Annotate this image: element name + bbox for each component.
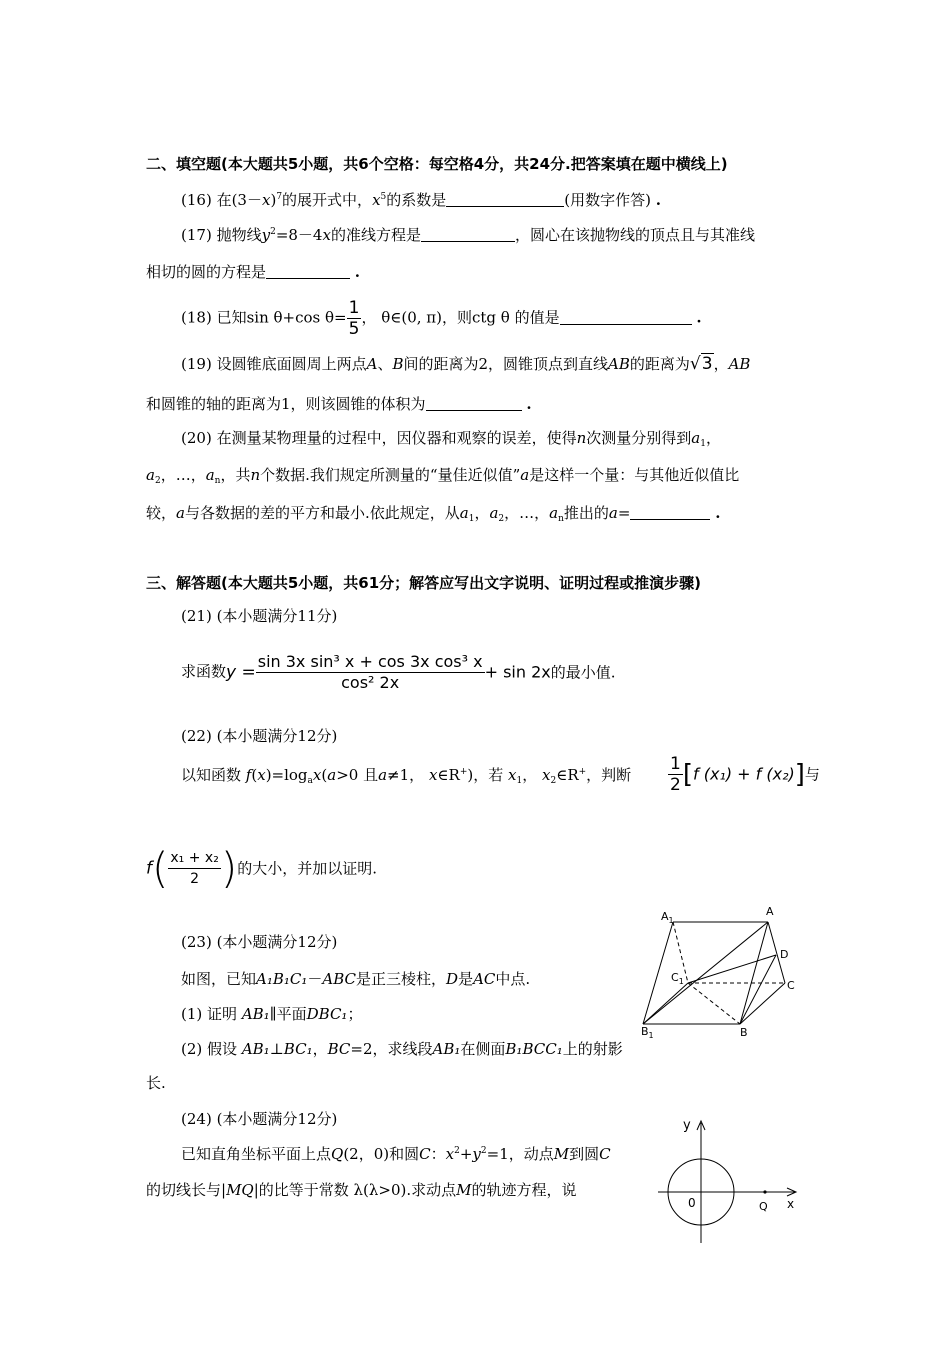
label-a1: $A_1$ <box>661 910 674 925</box>
q21-number: (21) <box>181 607 212 625</box>
sqrt-three: √3 <box>689 354 713 374</box>
question-23-part2: (2) 假设 AB₁⊥BC₁，BC=2，求线段AB₁在侧面B₁BCC₁上的射影 <box>181 1040 623 1058</box>
question-18: (18) 已知sin θ+cos θ= $\frac{1}{5}$ ， θ∈(0, π)，则ctg θ 的值是 . <box>181 298 702 339</box>
question-24-line1: 已知直角坐标平面上点Q(2，0)和圆C：$x^2+y^2=1$，动点M到圆C <box>181 1145 611 1163</box>
answer-blank <box>421 226 515 242</box>
q21-fraction: $\frac{\text{sin 3x sin³ x + cos 3x cos³ x}}{\text{cos² 2x}}$ <box>257 652 483 692</box>
question-19: (19) 设圆锥底面圆周上两点A、B间的距离为2，圆锥顶点到直线AB的距离为√3，AB <box>181 354 751 374</box>
question-20-line2: $a_2$，…，$a_n$，共n个数据.我们规定所测量的“量佳近似值”a是这样一个量：与其他近似值比 <box>146 466 740 486</box>
question-20: (20) 在测量某物理量的过程中，因仪器和观察的误差，使得n次测量分别得到$a_1$， <box>181 429 721 449</box>
label-y: y <box>683 1118 691 1133</box>
fraction-one-fifth: $\frac{1}{5}$ <box>348 298 360 339</box>
question-23-header: (23) (本小题满分12分) <box>181 933 338 951</box>
question-17-line2: 相切的圆的方程是 . <box>146 263 361 281</box>
fraction-one-half: $\frac{1}{2}$ <box>670 754 681 795</box>
answer-blank <box>426 395 522 411</box>
edge-a1-b1 <box>643 922 673 1024</box>
label-d: D <box>780 948 789 961</box>
question-24-line2: 的切线长与|MQ|的比等于常数 λ(λ>0).求动点M的轨迹方程，说 <box>146 1181 577 1199</box>
q20-number: (20) <box>181 429 212 447</box>
q24-number: (24) <box>181 1110 212 1128</box>
q22-mean-fraction: $\frac{\text{x₁ + x₂}}{2}$ <box>170 850 219 887</box>
question-23-part1: (1) 证明 AB₁∥平面DBC₁； <box>181 1005 363 1023</box>
question-22-body: 以知函数 $f(x)=\log_ax(a>0$ 且a≠1， x∈R+)，若 $x_1$， $x_2\in R^+$，判断 <box>181 766 632 786</box>
edge-b1-a <box>643 922 768 1024</box>
question-23-line1: 如图，已知A₁B₁C₁－ABC是正三棱柱，D是AC中点. <box>181 970 531 988</box>
label-q: Q <box>759 1200 768 1213</box>
edge-c1-d <box>688 955 776 983</box>
edge-b-c <box>740 983 785 1024</box>
question-22-line2: f( $\frac{\text{x₁ + x₂}}{2}$ )的大小，并加以证明. <box>146 843 377 893</box>
answer-blank <box>630 504 710 520</box>
q18-number: (18) <box>181 308 212 327</box>
label-origin: 0 <box>688 1196 696 1210</box>
section3-heading: 三、解答题(本大题共5小题，共61分；解答应写出文字说明、证明过程或推演步骤) <box>146 574 702 592</box>
prism-figure <box>630 900 810 1050</box>
question-19-line2: 和圆锥的轴的距离为1，则该圆锥的体积为 . <box>146 395 532 413</box>
question-23-line4: 长. <box>146 1074 166 1092</box>
question-20-line3: 较，a与各数据的差的平方和最小.依此规定，从$a_1$，$a_2$，…，$a_n$推出的a= . <box>146 504 721 524</box>
label-b: B <box>740 1026 748 1039</box>
edge-a-b <box>740 922 768 1024</box>
question-22-header: (22) (本小题满分12分) <box>181 727 338 745</box>
question-21-header: (21) (本小题满分11分) <box>181 607 338 625</box>
edge-c1-b <box>688 983 740 1024</box>
question-21-body: 求函数y = $\frac{\text{sin 3x sin³ x + cos 3x cos³ x}}{\text{cos² 2x}}$ + sin 2x的最小值. <box>181 652 616 692</box>
label-x: x <box>787 1197 795 1211</box>
answer-blank <box>266 263 350 279</box>
q22-number: (22) <box>181 727 212 745</box>
label-c1: $C_1$ <box>671 971 684 986</box>
circle-figure <box>655 1115 805 1250</box>
edge-b-d <box>740 955 776 1024</box>
q16-number: (16) <box>181 191 212 209</box>
question-24-header: (24) (本小题满分12分) <box>181 1110 338 1128</box>
q17-number: (17) <box>181 226 212 244</box>
question-16: (16) 在$(3-x)^7$的展开式中，$x^5$的系数是 (用数字作答) . <box>181 191 662 209</box>
label-c: C <box>787 979 795 992</box>
label-a: A <box>766 905 774 918</box>
label-b1: $B_1$ <box>641 1025 654 1040</box>
answer-blank <box>560 309 692 325</box>
question-17: (17) 抛物线$y^2=8-4x$的准线方程是 ，圆心在该抛物线的顶点且与其准线 <box>181 226 755 244</box>
q23-number: (23) <box>181 933 212 951</box>
answer-blank <box>446 191 564 207</box>
q19-number: (19) <box>181 355 212 373</box>
section2-heading: 二、填空题(本大题共5小题，共6个空格：每空格4分，共24分.把答案填在题中横线上) <box>146 155 728 173</box>
point-q <box>763 1190 766 1193</box>
q22-expression: $\frac{1}{2}$ [f (x₁) + f (x₂)]与 <box>670 754 820 795</box>
